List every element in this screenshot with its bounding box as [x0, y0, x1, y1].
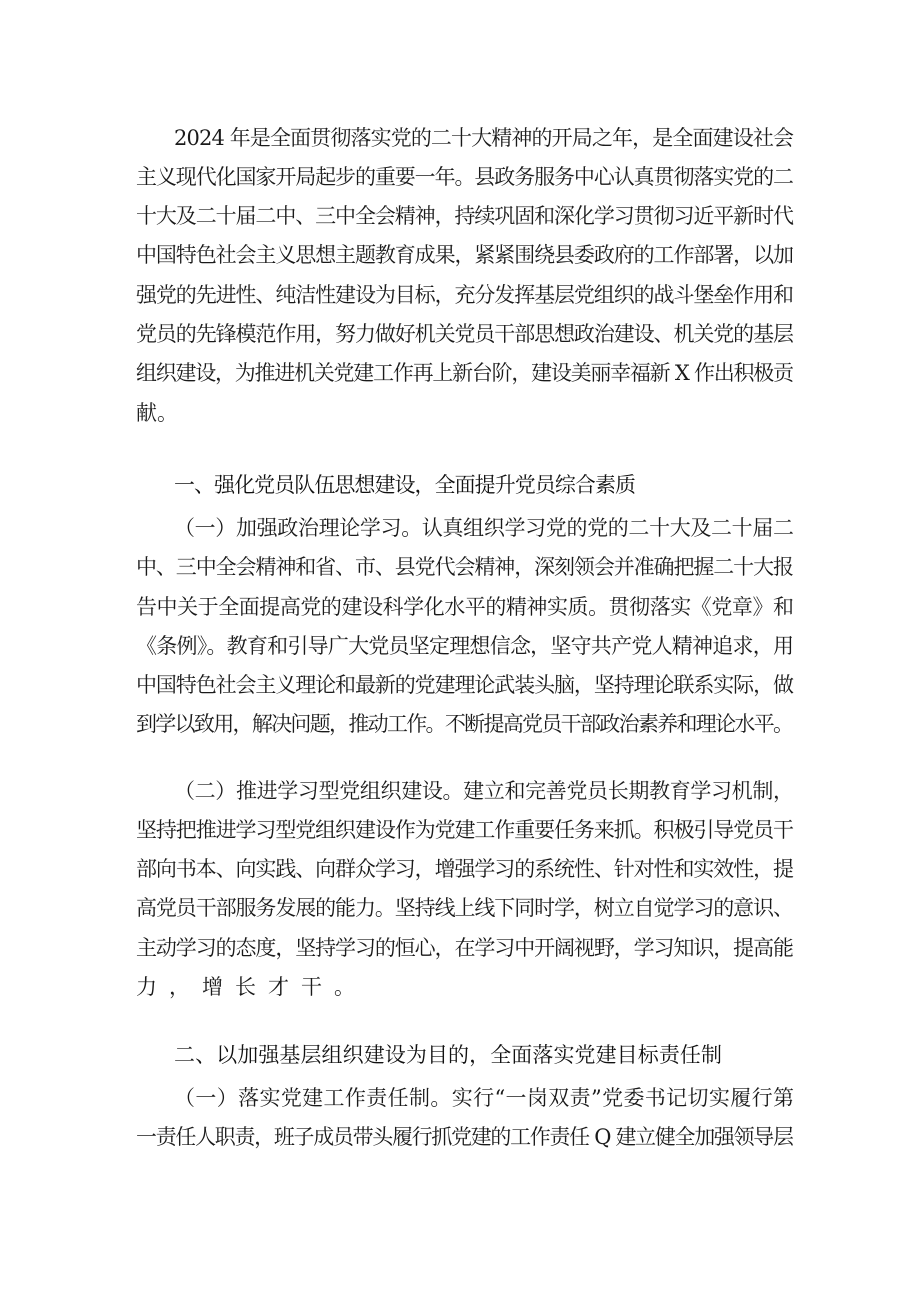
intro-line-6: 党员的先锋模范作用，努力做好机关党员干部思想政治建设、机关党的基层 — [136, 322, 793, 346]
intro-line-7: 组织建设，为推进机关党建工作再上新台阶，建设美丽幸福新 X 作出积极贡 — [136, 361, 793, 385]
intro-line-2: 主义现代化国家开局起步的重要一年。县政务服务中心认真贯彻落实党的二 — [136, 165, 793, 189]
s1-p2-line-2: 坚持把推进学习型党组织建设作为党建工作重要任务来抓。积极引导党员干 — [136, 818, 793, 842]
s1-p1-line-4: 《条例》。教育和引导广大党员坚定理想信念，坚守共产党人精神追求，用 — [136, 634, 794, 658]
intro-line-8: 献。 — [136, 401, 178, 425]
s1-p1-line-5: 中国特色社会主义理论和最新的党建理论武装头脑，坚持理论联系实际，做 — [136, 673, 793, 697]
s2-p1-line-1: （一）落实党建工作责任制。实行“一岗双责”党委书记切实履行第 — [174, 1086, 794, 1110]
intro-line-4: 中国特色社会主义思想主题教育成果，紧紧围绕县委政府的工作部署，以加 — [136, 243, 793, 267]
s1-p2-line-1: （二）推进学习型党组织建设。建立和完善党员长期教育学习机制， — [174, 779, 794, 803]
s1-p2-line-4: 高党员干部服务发展的能力。坚持线上线下同时学，树立自觉学习的意识、 — [136, 896, 793, 920]
section-heading-2: 二、以加强基层组织建设为目的，全面落实党建目标责任制 — [174, 1043, 722, 1067]
s1-p2-line-6: 力，增长才干。 — [136, 975, 367, 999]
s2-p1-line-2: 一责任人职责，班子成员带头履行抓党建的工作责任 Q 建立健全加强领导层 — [136, 1125, 793, 1149]
s1-p1-line-1: （一）加强政治理论学习。认真组织学习党的党的二十大及二十届二 — [174, 516, 794, 540]
s1-p2-line-3: 部向书本、向实践、向群众学习，增强学习的系统性、针对性和实效性，提 — [136, 857, 793, 881]
s1-p1-line-6: 到学以致用，解决问题，推动工作。不断提高党员干部政治素养和理论水平。 — [136, 712, 793, 736]
intro-line-1: 2024 年是全面贯彻落实党的二十大精神的开局之年，是全面建设社会 — [174, 126, 794, 150]
intro-line-3: 十大及二十届二中、三中全会精神，持续巩固和深化学习贯彻习近平新时代 — [136, 204, 793, 228]
s1-p1-line-2: 中、三中全会精神和省、市、县党代会精神，深刻领会并准确把握二十大报 — [136, 555, 793, 579]
section-heading-1: 一、强化党员队伍思想建设，全面提升党员综合素质 — [174, 473, 636, 497]
s1-p2-line-5: 主动学习的态度，坚持学习的恒心，在学习中开阔视野，学习知识，提高能 — [136, 936, 793, 960]
intro-line-5: 强党的先进性、纯洁性建设为目标，充分发挥基层党组织的战斗堡垒作用和 — [136, 283, 793, 307]
s1-p1-line-3: 告中关于全面提高党的建设科学化水平的精神实质。贯彻落实《党章》和 — [136, 595, 794, 619]
